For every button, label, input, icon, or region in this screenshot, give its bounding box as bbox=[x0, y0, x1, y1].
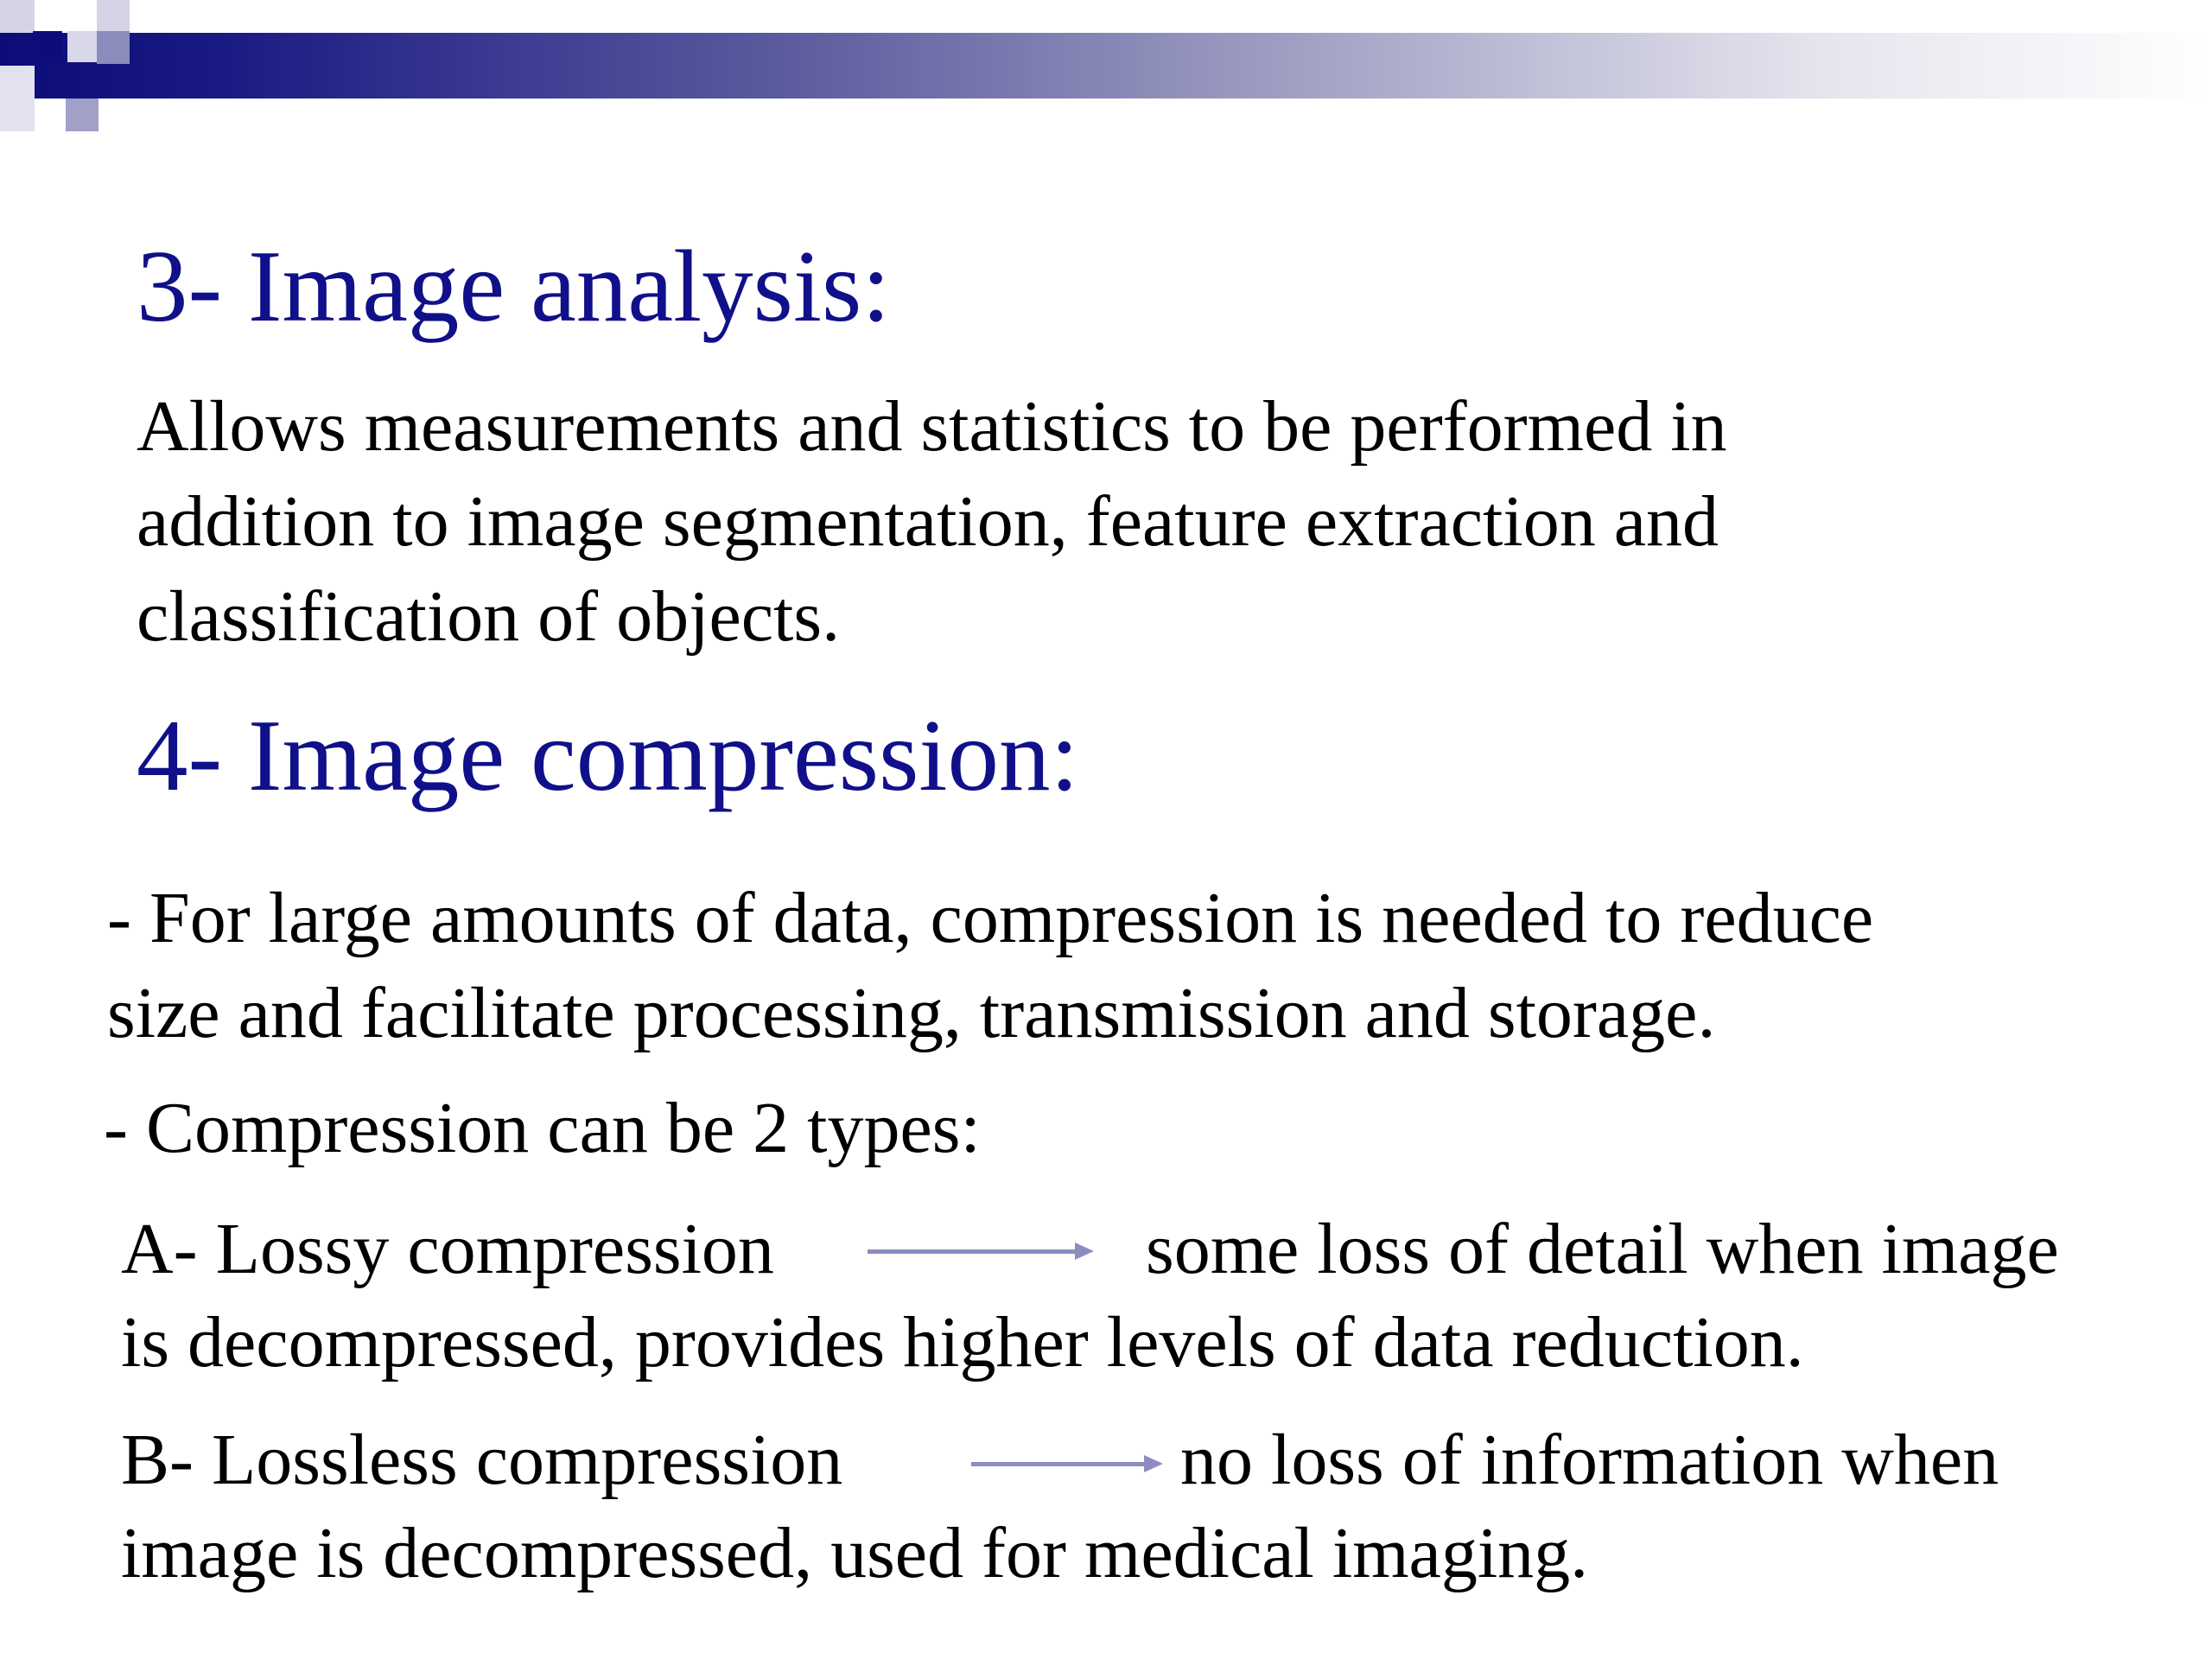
compression-type-description: is decompressed, provides higher levels of data reduction. bbox=[121, 1302, 1804, 1382]
right-arrow-icon bbox=[868, 1243, 1094, 1260]
decorative-square bbox=[66, 99, 99, 131]
decorative-square bbox=[0, 66, 35, 131]
body-line: - For large amounts of data, compression is needed to reduce bbox=[107, 878, 1874, 958]
compression-type-description: image is decompressed, used for medical imaging. bbox=[121, 1513, 1589, 1593]
compression-type-description: some loss of detail when image bbox=[1146, 1209, 2059, 1289]
body-line: Allows measurements and statistics to be performed in bbox=[137, 386, 1727, 467]
decorative-square bbox=[33, 31, 62, 62]
section-heading-image-analysis: 3- Image analysis: bbox=[137, 229, 891, 343]
decorative-square bbox=[0, 0, 35, 33]
compression-type-description: no loss of information when bbox=[1180, 1420, 1999, 1500]
header-band bbox=[0, 33, 2212, 99]
body-line: size and facilitate processing, transmission and storage. bbox=[107, 973, 1716, 1053]
compression-type-name: B- Lossless compression bbox=[121, 1420, 843, 1500]
body-line: classification of objects. bbox=[137, 576, 841, 657]
compression-type-name: A- Lossy compression bbox=[121, 1209, 774, 1289]
decorative-square bbox=[67, 31, 97, 62]
body-line: addition to image segmentation, feature extraction and bbox=[137, 481, 1719, 562]
decorative-square bbox=[97, 0, 130, 33]
body-line: - Compression can be 2 types: bbox=[104, 1088, 981, 1168]
right-arrow-icon bbox=[971, 1455, 1163, 1472]
decorative-square bbox=[97, 31, 130, 64]
section-heading-image-compression: 4- Image compression: bbox=[137, 698, 1079, 812]
